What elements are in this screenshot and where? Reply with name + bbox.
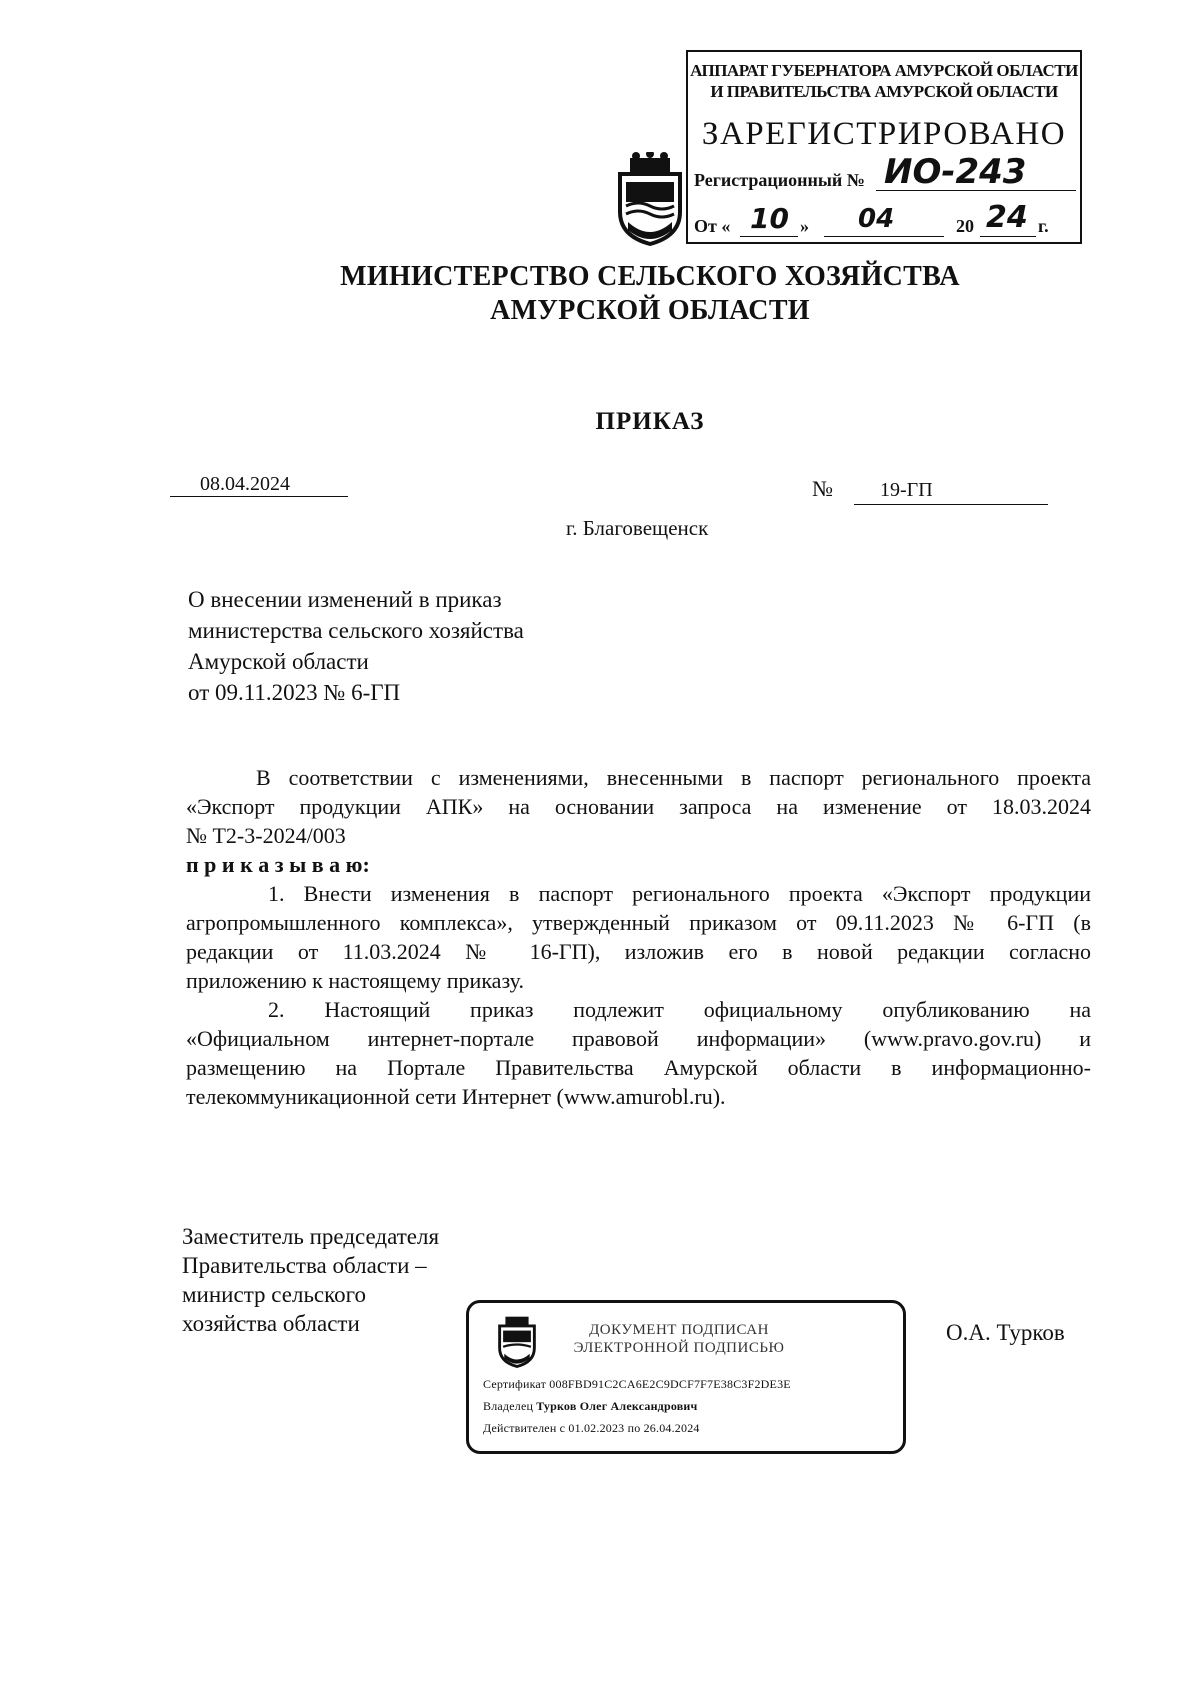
preamble-line-3: № Т2-3-2024/003 — [186, 823, 346, 848]
stamp-title-line-2: ЭЛЕКТРОННОЙ ПОДПИСЬЮ — [573, 1340, 785, 1356]
owner-label: Владелец — [483, 1399, 534, 1413]
preamble-line-2: «Экспорт продукции АПК» на основании запроса на изменение от 18.03.2024 — [186, 794, 1091, 819]
position-line-4: хозяйства области — [182, 1311, 360, 1336]
subject-line-4: от 09.11.2023 № 6-ГП — [188, 680, 401, 705]
validity-line: Действителен с 01.02.2023 по 26.04.2024 — [483, 1421, 700, 1435]
order-subject — [188, 584, 524, 708]
stamp-status: ЗАРЕГИСТРИРОВАНО — [701, 116, 1067, 152]
owner-name: Турков Олег Александрович — [536, 1399, 698, 1413]
number-sign: № — [812, 476, 833, 501]
item-2-line-4: телекоммуникационной сети Интернет (www.amurobl.ru). — [186, 1084, 726, 1109]
item-1-line-4: приложению к настоящему приказу. — [186, 968, 524, 993]
item-2-line-2: «Официальном интернет-портале правовой информации» (www.pravo.gov.ru) и — [186, 1026, 1091, 1051]
year-end: г. — [1038, 216, 1049, 236]
date-prefix: От « — [694, 216, 731, 236]
order-body — [186, 763, 1091, 1111]
ministry-header — [300, 260, 1000, 328]
item-2-line-1: 2. Настоящий приказ подлежит официальному опубликованию на — [268, 997, 1091, 1022]
reg-number-value: ИО-243 — [884, 152, 1027, 192]
date-day: 10 — [750, 202, 789, 235]
year-prefix: 20 — [956, 216, 974, 236]
item-2-line-3: размещению на Портале Правительства Амурской области в информационно- — [186, 1055, 1091, 1080]
order-word: п р и к а з ы в а ю: — [186, 852, 370, 877]
date-month: 04 — [858, 204, 895, 234]
ministry-line-1: МИНИСТЕРСТВО СЕЛЬСКОГО ХОЗЯЙСТВА — [340, 261, 960, 292]
item-1-line-3: редакции от 11.03.2024 № 16-ГП), изложив его в новой редакции согласно — [186, 939, 1091, 964]
subject-line-3: Амурской области — [188, 649, 369, 674]
item-1-line-2: агропромышленного комплекса», утвержденный приказом от 09.11.2023 № 6-ГП (в — [186, 910, 1091, 935]
position-line-3: министр сельского — [182, 1282, 367, 1307]
position-line-1: Заместитель председателя — [182, 1224, 440, 1249]
stamp-org-line-2: И ПРАВИТЕЛЬСТВА АМУРСКОЙ ОБЛАСТИ — [710, 82, 1058, 101]
order-date-underline — [170, 496, 348, 497]
stamp-title — [559, 1321, 799, 1357]
signer-name: О.А. Турков — [946, 1320, 1065, 1345]
stamp-coat-of-arms-icon — [495, 1313, 539, 1369]
order-number-underline — [854, 504, 1048, 505]
date-day-close: » — [800, 216, 809, 236]
subject-line-1: О внесении изменений в приказ — [188, 587, 502, 612]
position-line-2: Правительства области – — [182, 1253, 427, 1278]
stamp-org-line-1: АППАРАТ ГУБЕРНАТОРА АМУРСКОЙ ОБЛАСТИ — [690, 61, 1078, 80]
year-suffix: 24 — [986, 200, 1028, 235]
order-title: ПРИКАЗ — [595, 408, 705, 435]
item-1-line-1: 1. Внести изменения в паспорт регионального проекта «Экспорт продукции — [268, 881, 1091, 906]
preamble-line-1: В соответствии с изменениями, внесенными в паспорт регионального проекта — [256, 765, 1091, 790]
reg-number-label: Регистрационный № — [694, 170, 865, 190]
order-date: 08.04.2024 — [200, 473, 290, 495]
city: г. Благовещенск — [566, 516, 709, 540]
owner-line — [483, 1399, 698, 1414]
stamp-title-line-1: ДОКУМЕНТ ПОДПИСАН — [589, 1322, 769, 1338]
signer-position — [182, 1222, 439, 1338]
registration-stamp — [686, 50, 1082, 244]
order-number: 19-ГП — [880, 479, 933, 501]
electronic-signature-stamp — [466, 1300, 906, 1454]
amur-coat-of-arms-icon — [612, 152, 688, 248]
ministry-line-2: АМУРСКОЙ ОБЛАСТИ — [490, 295, 810, 326]
subject-line-2: министерства сельского хозяйства — [188, 618, 524, 643]
certificate-line: Сертификат 008FBD91C2CA6E2C9DCF7F7E38C3F2DE3E — [483, 1377, 791, 1391]
